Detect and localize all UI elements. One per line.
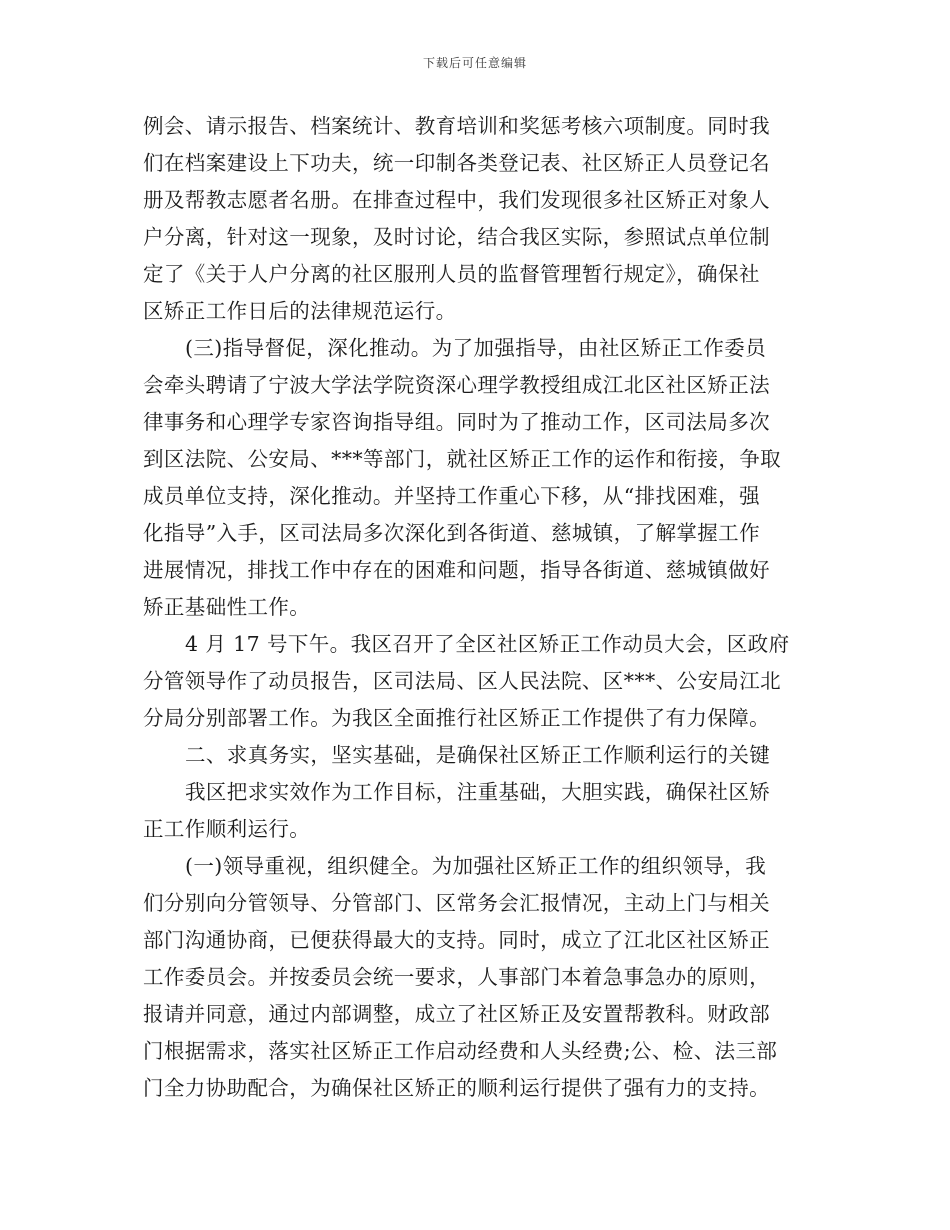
text-line: 进展情况，排找工作中存在的困难和问题，指导各街道、慈城镇做好 — [143, 558, 770, 582]
text-line: 部门沟通协商，已便获得最大的支持。同时，成立了江北区社区矫正 — [143, 928, 770, 952]
text-line: 成员单位支持，深化推动。并坚持工作重心下移，从“排找困难，强 — [143, 484, 760, 508]
text-line: 工作委员会。并按委员会统一要求，人事部门本着急事急办的原则， — [143, 965, 770, 989]
text-line: 我区把求实效作为工作目标，注重基础，大胆实践，确保社区矫 — [185, 780, 771, 804]
text-line: 定了《关于人户分离的社区服刑人员的监督管理暂行规定》，确保社 — [143, 262, 760, 286]
text-line: 到区法院、公安局、***等部门，就社区矫正工作的运作和衔接，争取 — [143, 447, 782, 471]
body-text — [143, 108, 807, 1107]
text-line: 们分别向分管领导、分管部门、区常务会汇报情况，主动上门与相关 — [143, 891, 770, 915]
text-line: 会牵头聘请了宁波大学法学院资深心理学教授组成江北区社区矫正法 — [143, 373, 770, 397]
text-line: (三)指导督促，深化推动。为了加强指导，由社区矫正工作委员 — [185, 336, 767, 360]
text-line: 户分离，针对这一现象，及时讨论，结合我区实际，参照试点单位制 — [143, 225, 770, 249]
text-line: 区矫正工作日后的法律规范运行。 — [143, 299, 457, 323]
text-line: 正工作顺利运行。 — [143, 817, 311, 841]
text-line: 4 月 17 号下午。我区召开了全区社区矫正工作动员大会，区政府 — [185, 632, 790, 656]
text-line: 矫正基础性工作。 — [143, 595, 311, 619]
text-line: 律事务和心理学专家咨询指导组。同时为了推动工作，区司法局多次 — [143, 410, 770, 434]
text-line: 们在档案建设上下功夫，统一印制各类登记表、社区矫正人员登记名 — [143, 151, 770, 175]
text-line: 分局分别部署工作。为我区全面推行社区矫正工作提供了有力保障。 — [143, 706, 770, 730]
text-line: 例会、请示报告、档案统计、教育培训和奖惩考核六项制度。同时我 — [143, 114, 770, 138]
text-line: 二、求真务实，坚实基础，是确保社区矫正工作顺利运行的关键 — [185, 743, 771, 767]
text-line: 册及帮教志愿者名册。在排查过程中，我们发现很多社区矫正对象人 — [143, 188, 770, 212]
text-line: 化指导”入手，区司法局多次深化到各街道、慈城镇，了解掌握工作 — [143, 521, 760, 545]
text-line: 报请并同意，通过内部调整，成立了社区矫正及安置帮教科。财政部 — [143, 1002, 770, 1026]
header-note: 下载后可任意编辑 — [422, 56, 527, 70]
text-line: 门全力协助配合，为确保社区矫正的顺利运行提供了强有力的支持。 — [143, 1076, 770, 1100]
text-line: 门根据需求，落实社区矫正工作启动经费和人头经费;公、检、法三部 — [143, 1039, 778, 1063]
text-line: 分管领导作了动员报告，区司法局、区人民法院、区***、公安局江北 — [143, 669, 782, 693]
text-line: (一)领导重视，组织健全。为加强社区矫正工作的组织领导，我 — [185, 854, 767, 878]
